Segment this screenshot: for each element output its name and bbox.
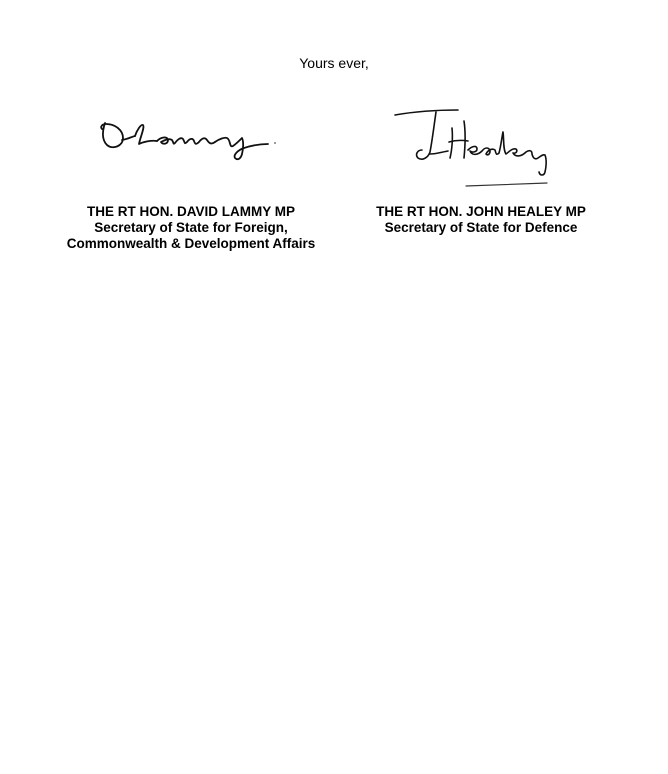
signature-john-healey (392, 106, 557, 194)
signatory-name: THE RT HON. DAVID LAMMY MP (87, 204, 295, 219)
signatory-title: Commonwealth & Development Affairs (66, 236, 316, 251)
signatory-title: Secretary of State for Defence (384, 220, 578, 235)
signatory-block-lammy (46, 204, 336, 252)
signatory-block-healey (351, 204, 611, 236)
letter-closing: Yours ever, (299, 55, 369, 71)
signatory-title: Secretary of State for Foreign, (94, 220, 288, 235)
signature-david-lammy (95, 112, 280, 167)
signatory-name: THE RT HON. JOHN HEALEY MP (376, 204, 586, 219)
